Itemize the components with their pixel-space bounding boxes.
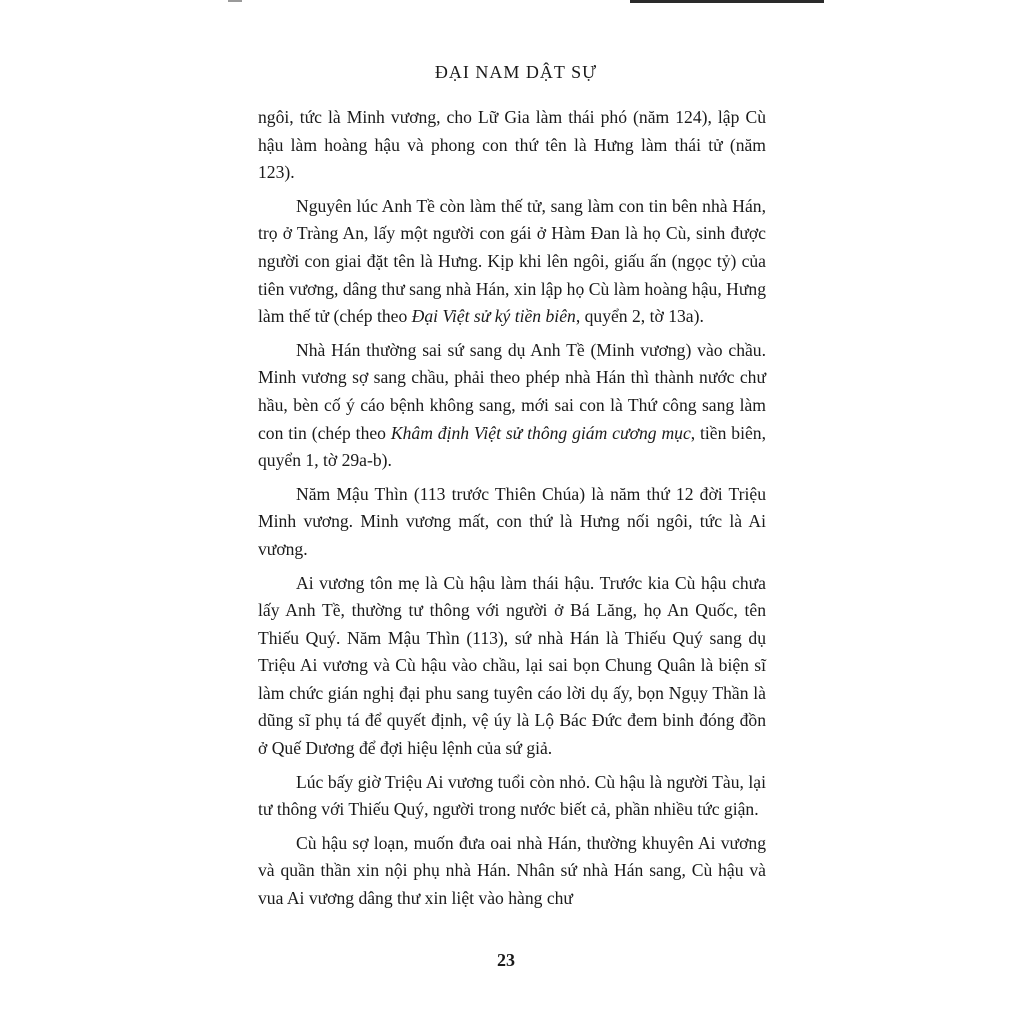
running-title: ĐẠI NAM DẬT SỰ xyxy=(434,62,598,82)
paragraph-6 xyxy=(258,769,766,824)
paragraph-text: , tiền biên, quyển 1, tờ 29a-b). xyxy=(258,422,766,471)
book-citation: Khâm định Việt sử thông giám cương mục xyxy=(390,422,691,443)
book-citation: Đại Việt sử ký tiền biên xyxy=(411,306,576,327)
top-edge-rule xyxy=(630,0,824,3)
paragraph-text: Năm Mậu Thìn (113 trước Thiên Chúa) là năm thứ 12 đời Triệu Minh vương. Minh vương mất, con thứ là Hưng nối ngôi, tức là Ai vương. xyxy=(258,483,766,559)
paragraph-5 xyxy=(258,570,766,763)
paragraph-7 xyxy=(258,830,766,913)
paragraph-text: Lúc bấy giờ Triệu Ai vương tuổi còn nhỏ. Cù hậu là người Tàu, lại tư thông với Thiếu Quý, người trong nước biết cả, phần nhiều tức giận. xyxy=(258,771,766,820)
paragraph-text: Nguyên lúc Anh Tề còn làm thế tử, sang làm con tin bên nhà Hán, trọ ở Tràng An, lấy một người con gái ở Hàm Đan là họ Cù, sinh được người con giai đặt tên là Hưng. Kịp khi lên ngôi, giấu ấn (ngọc tỷ) của tiên vương, dâng thư sang nhà Hán, xin lập họ Cù làm hoàng hậu, Hưng làm thế tử (chép theo xyxy=(258,195,766,327)
paragraph-text: ngôi, tức là Minh vương, cho Lữ Gia làm thái phó (năm 124), lập Cù hậu làm hoàng hậu và phong con thứ tên là Hưng làm thái tử (năm 123). xyxy=(258,107,766,183)
paragraph-4 xyxy=(258,481,766,564)
body-text xyxy=(258,104,766,913)
paragraph-text: Nhà Hán thường sai sứ sang dụ Anh Tề (Minh vương) vào chầu. Minh vương sợ sang chầu, phải theo phép nhà Hán thì thành nước chư hầu, bèn cố ý cáo bệnh không sang, mới sai con là Thứ công sang làm con tin (chép theo xyxy=(258,339,766,443)
paragraph-text: , quyển 2, tờ 13a). xyxy=(575,306,704,327)
book-page xyxy=(258,60,766,919)
top-edge-mark xyxy=(228,0,242,2)
page-number: 23 xyxy=(497,950,515,970)
paragraph-text: Cù hậu sợ loạn, muốn đưa oai nhà Hán, thường khuyên Ai vương và quần thần xin nội phụ nhà Hán. Nhân sứ nhà Hán sang, Cù hậu và vua Ai vương dâng thư xin liệt vào hàng chư xyxy=(258,832,766,909)
paragraph-2 xyxy=(258,193,766,331)
paragraph-1 xyxy=(258,104,766,187)
paragraph-text: Ai vương tôn mẹ là Cù hậu làm thái hậu. Trước kia Cù hậu chưa lấy Anh Tề, thường tư thông với người ở Bá Lăng, họ An Quốc, tên Thiếu Quý. Năm Mậu Thìn (113), sứ nhà Hán là Thiếu Quý sang dụ Triệu Ai vương và Cù hậu vào chầu, lại sai bọn Chung Quân là biện sĩ làm chức gián nghị đại phu sang tuyên cáo lời dụ ấy, bọn Ngụy Thần là dũng sĩ phụ tá để quyết định, vệ úy là Lộ Bác Đức đem binh đóng đồn ở Quế Dương để đợi hiệu lệnh của sứ giả. xyxy=(258,572,766,759)
paragraph-3 xyxy=(258,337,766,475)
